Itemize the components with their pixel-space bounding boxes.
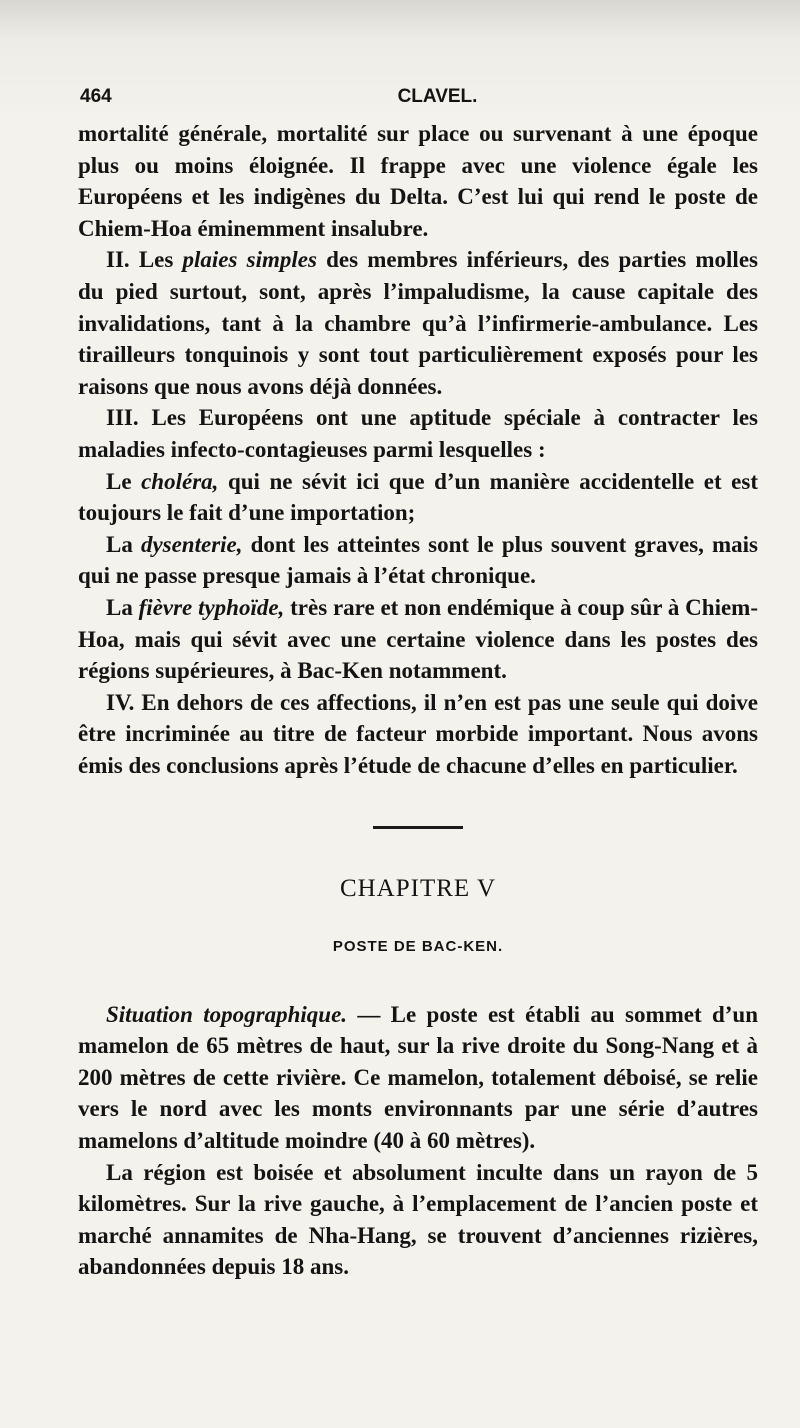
paragraph-typhoide	[78, 592, 758, 687]
paragraph-continued	[78, 118, 758, 244]
paragraph-text: — Le poste est établi au sommet d’un mamelon de 65 mètres de haut, sur la rive droite du Song-Nang et à 200 mètres de cette rivière. Ce mamelon, totalement déboisé, se relie vers le nord avec les monts environnants par une série d’autres mamelons d’altitude moindre (40 à 60 mètres).	[78, 1001, 758, 1154]
paragraph-text: des membres inférieurs, des parties molles du pied surtout, sont, après l’impaludisme, la cause capitale des invalidations, tant à la chambre qu’à l’infirmerie-ambulance. Les tirailleurs tonquinois y sont tout particulièrement exposés pour les raisons que nous avons déjà données.	[78, 247, 758, 399]
paragraph-text: dont les atteintes sont le plus souvent graves, mais qui ne passe presque jamais à l’état chronique.	[78, 531, 759, 589]
paragraph-dysenterie	[78, 529, 758, 592]
running-head: CLAVEL.	[397, 86, 478, 107]
section-title: POSTE DE BAC-KEN.	[332, 938, 504, 956]
paragraph-text: La région est boisée et absolument inculte dans un rayon de 5 kilomètres. Sur la rive gauche, à l’emplacement de l’ancien poste et marché annamites de Nha-Hang, se trouvent d’anciennes rizières, abandonnées depuis 18 ans.	[78, 1159, 758, 1280]
emphasis-term: plaies simples	[182, 247, 317, 273]
paragraph-text: IV. En dehors de ces affections, il n’en est pas une seule qui doive être incriminée au titre de facteur morbide important. Nous avons émis des conclusions après l’étude de chacune d’elles en particulier.	[78, 689, 758, 778]
page-header	[80, 86, 755, 112]
paragraph-plaies	[78, 244, 758, 402]
emphasis-term: Situation topographique.	[106, 1001, 348, 1027]
emphasis-term: dysenterie,	[140, 531, 243, 557]
paragraph-text: très rare et non endémique à coup sûr à Chiem-Hoa, mais qui sévit avec une certaine violence dans les postes des régions supérieures, à Bac-Ken notamment.	[78, 594, 758, 684]
page-number: 464	[80, 86, 112, 107]
paragraph-prefix: Le	[106, 468, 142, 494]
chapter-title: CHAPITRE V	[339, 875, 497, 903]
paragraph-maladies	[78, 402, 758, 465]
paragraph-text: mortalité générale, mortalité sur place ou survenant à une époque plus ou moins éloignée. Il frappe avec une violence égale les Européens et les indigènes du Delta. C’est lui qui rend le poste de Chiem-Hoa éminemment insalubre.	[78, 121, 758, 241]
paragraph-prefix: La	[106, 594, 139, 620]
paragraph-cholera	[78, 466, 758, 529]
section-divider	[373, 826, 463, 829]
paragraph-region	[78, 1157, 758, 1283]
paragraph-text: qui ne sévit ici que d’un manière accidentelle et est toujours le fait d’une importation;	[78, 468, 758, 526]
emphasis-term: choléra,	[141, 468, 219, 494]
page-body	[78, 118, 758, 1283]
paragraph-conclusion	[78, 687, 758, 782]
paragraph-prefix: La	[106, 531, 141, 557]
paragraph-text: III. Les Européens ont une aptitude spéciale à contracter les maladies infecto-contagieuses parmi lesquelles :	[78, 405, 758, 462]
paragraph-prefix: II. Les	[106, 247, 183, 273]
paragraph-situation	[78, 999, 758, 1157]
emphasis-term: fièvre typhoïde,	[138, 594, 285, 620]
